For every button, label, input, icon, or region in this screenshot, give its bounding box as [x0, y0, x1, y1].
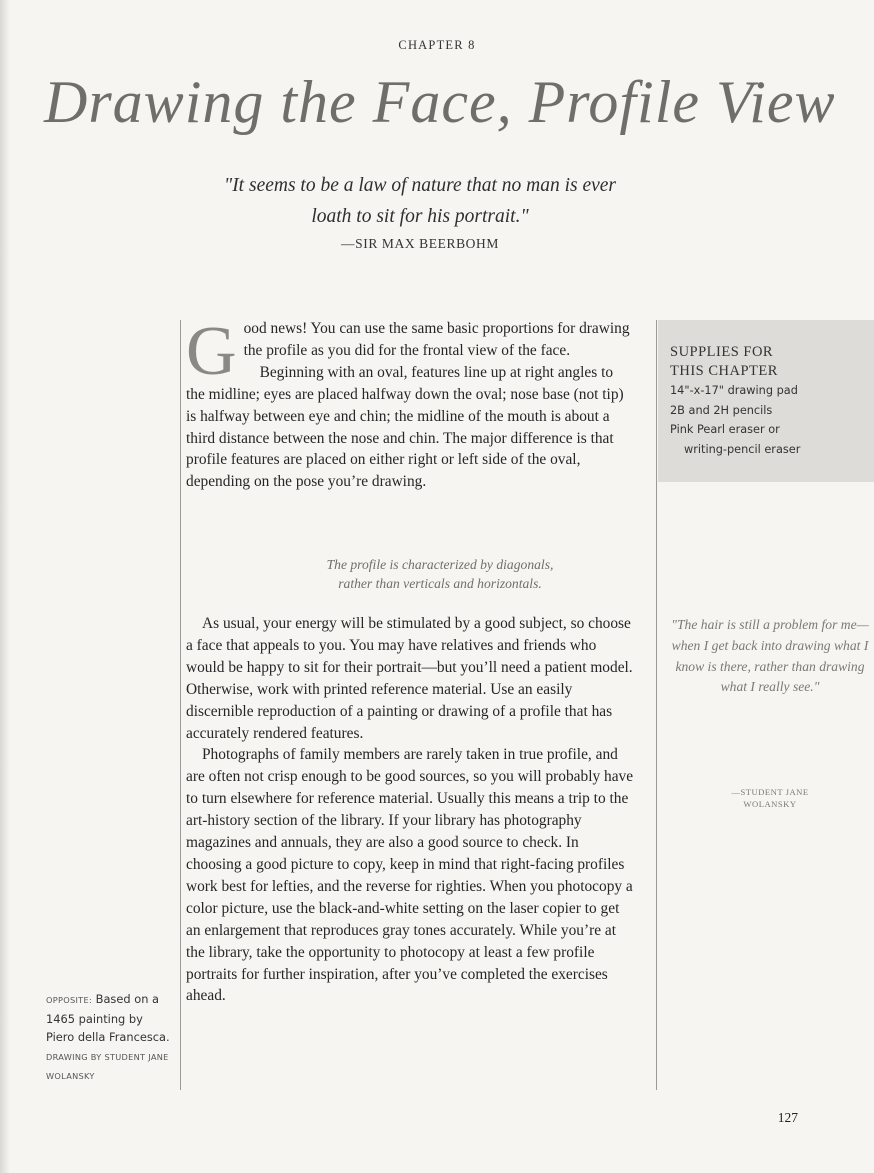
supplies-item: writing-pencil eraser — [684, 442, 801, 456]
intro-paragraph-1-text: ood news! You can use the same basic proportions for drawing the profile as you did for the frontal view of the face. — [243, 320, 630, 359]
side-quote-author — [670, 786, 870, 810]
supplies-title — [670, 343, 860, 380]
column-rule-left — [180, 320, 181, 1090]
main-paragraph-1: As usual, your energy will be stimulated by a good subject, so choose a face that appeals to you. You may have relatives and friends who would be happy to sit for their portrait—but you’ll need a patient model. Otherwise, work with printed reference material. Use an easily discernible reproduction of a painting or drawing of a profile that has accurately rendered features. — [186, 615, 633, 742]
caption-prefix: OPPOSITE: — [46, 995, 93, 1005]
drop-cap: G — [186, 313, 237, 390]
chapter-title: Drawing the Face, Profile View — [44, 69, 836, 135]
column-rule-right — [656, 320, 657, 1090]
epigraph-line-2: loath to sit for his portrait." — [311, 206, 529, 227]
pull-quote-line-2: rather than verticals and horizontals. — [338, 576, 542, 591]
supplies-item: 14"-x-17" drawing pad — [670, 384, 798, 397]
page-gutter-shadow — [0, 0, 10, 1173]
supplies-item: 2B and 2H pencils — [670, 403, 773, 417]
intro-paragraph-2: Beginning with an oval, features line up at right angles to the midline; eyes are placed halfway down the oval; nose base (not tip) is halfway between eye and chin; the midline of the mouth is about a third distance between the nose and chin. The major difference is that profile features are placed on either right or left side of the oval, depending on the pose you’re drawing. — [186, 363, 624, 491]
chapter-label: CHAPTER 8 — [398, 38, 476, 52]
main-text — [186, 613, 635, 1007]
intro-text — [186, 313, 635, 493]
supplies-item: Pink Pearl eraser or — [670, 423, 780, 437]
epigraph-author: —SIR MAX BEERBOHM — [341, 236, 499, 251]
page-number: 127 — [777, 1110, 798, 1125]
figure-caption — [46, 990, 171, 1086]
pull-quote-line-1: The profile is characterized by diagonals, — [326, 557, 554, 572]
intro-paragraph-1 — [186, 313, 635, 390]
epigraph — [180, 170, 660, 232]
side-quote-author-line-2: WOLANSKY — [743, 799, 797, 809]
pull-quote — [220, 555, 660, 593]
epigraph-line-1: "It seems to be a law of nature that no man is ever — [224, 175, 616, 196]
supplies-list — [670, 381, 866, 459]
supplies-title-line-1: SUPPLIES FOR — [670, 344, 774, 360]
side-quote: "The hair is still a problem for me— when I get back into drawing what I know is there, rather than drawing what I really see." — [671, 617, 869, 695]
supplies-title-line-2: THIS CHAPTER — [670, 362, 778, 379]
caption-credit: DRAWING BY STUDENT JANE WOLANSKY — [46, 1051, 169, 1081]
main-paragraph-2: Photographs of family members are rarely taken in true profile, and are often not crisp enough to be good sources, so you will probably have to turn elsewhere for reference material. Usually this means a trip to the art-history section of the library. If your library has photography magazines and annuals, they are also a good source to check. In choosing a good picture to copy, keep in mind that right-facing profiles work best for lefties, and the reverse for righties. When you photocopy a color picture, use the black-and-white setting on the laser copier to get an enlargement that reproduces gray tones accurately. While you’re at the library, take the opportunity to photocopy at least a few profile portraits for further inspiration, after you’ve completed the exercises ahead. — [186, 746, 634, 1005]
side-quote-author-line-1: —STUDENT JANE — [731, 787, 809, 797]
caption-text: Based on a 1465 painting by Piero della Francesca. — [46, 992, 170, 1044]
